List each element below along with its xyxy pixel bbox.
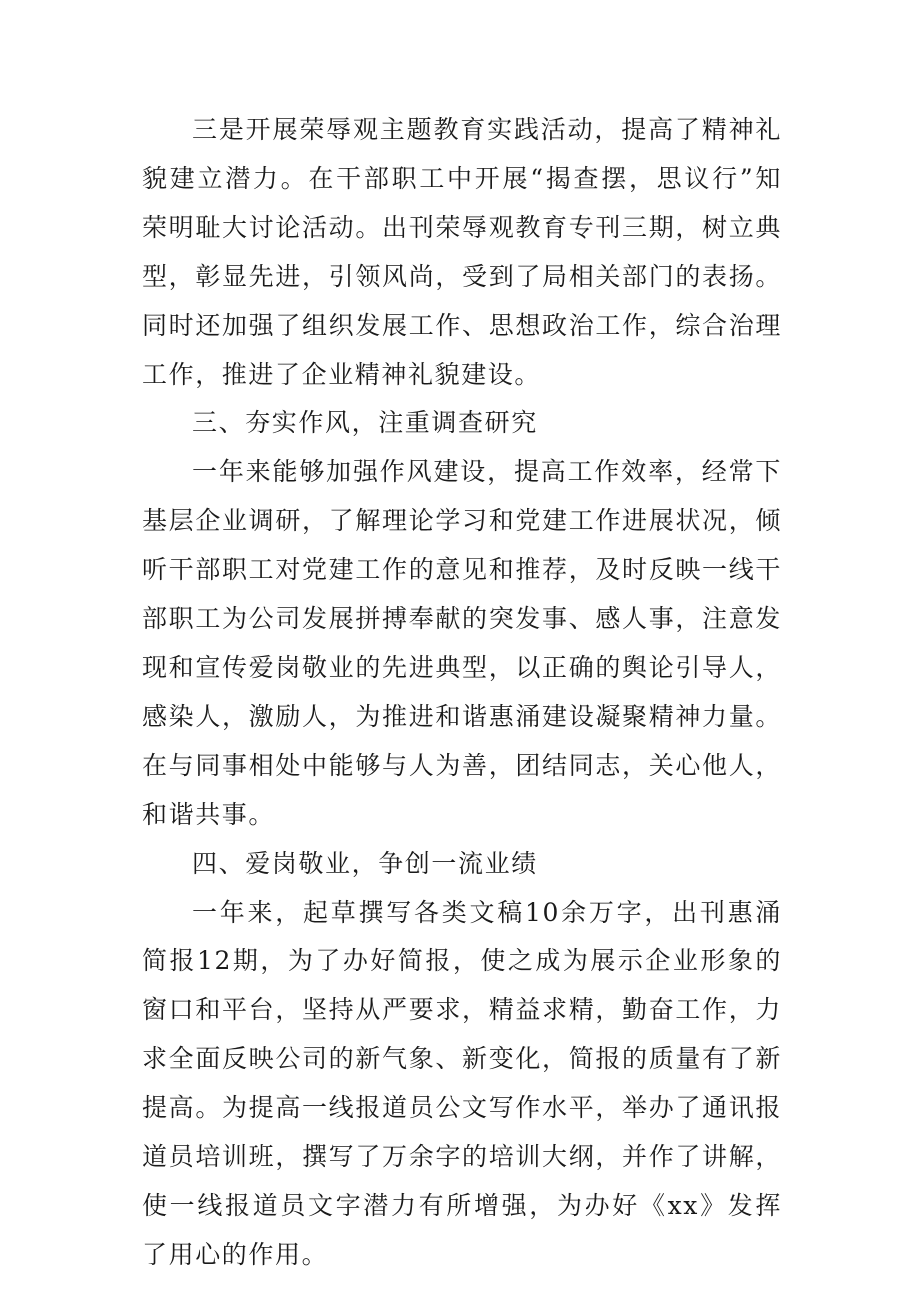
paragraph-work-style: 一年来能够加强作风建设，提高工作效率，经常下基层企业调研，了解理论学习和党建工作进展状况，倾听干部职工对党建工作的意见和推荐，及时反映一线干部职工为公司发展拼搏奉献的突发事、感人事，注意发现和宣传爱岗敬业的先进典型，以正确的舆论引导人，感染人，激励人，为推进和谐惠涌建设凝聚精神力量。在与同事相处中能够与人为善，团结同志，关心他人，和谐共事。 xyxy=(142,457,782,829)
section-heading-dedication: 四、爱岗敬业，争创一流业绩 xyxy=(192,848,538,878)
section-heading-work-style: 三、夯实作风，注重调查研究 xyxy=(192,408,538,438)
paragraph-dedication: 一年来，起草撰写各类文稿10余万字，出刊惠涌简报12期，为了办好简报，使之成为展示企业形象的窗口和平台，坚持从严要求，精益求精，勤奋工作，力求全面反映公司的新气象、新变化，简报的质量有了新提高。为提高一线报道员公文写作水平，举办了通讯报道员培训班，撰写了万余字的培训大纲，并作了讲解，使一线报道员文字潜力有所增强，为办好《xx》发挥了用心的作用。 xyxy=(142,897,782,1269)
document-body xyxy=(142,106,782,1280)
paragraph-spiritual-civilization: 三是开展荣辱观主题教育实践活动，提高了精神礼貌建立潜力。在干部职工中开展“揭查摆，思议行”知荣明耻大讨论活动。出刊荣辱观教育专刊三期，树立典型，彰显先进，引领风尚，受到了局相关部门的表扬。同时还加强了组织发展工作、思想政治工作，综合治理工作，推进了企业精神礼貌建设。 xyxy=(142,115,782,389)
